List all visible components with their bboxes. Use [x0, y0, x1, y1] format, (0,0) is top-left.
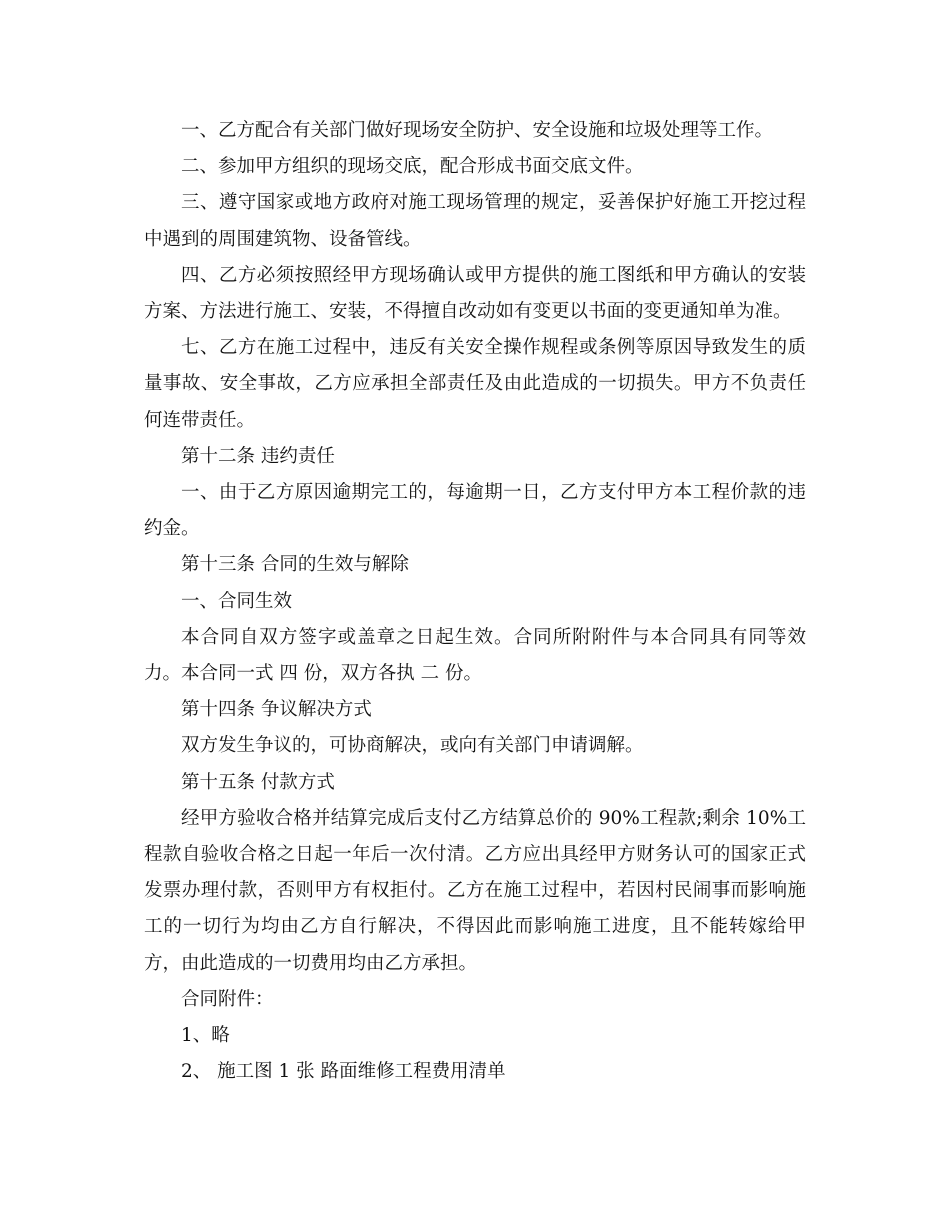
heading-article-14: 第十四条 争议解决方式 [181, 699, 372, 721]
attachment-item-2: 2、 施工图 1 张 路面维修工程费用清单 [181, 1061, 506, 1083]
paragraph-contract-effect: 本合同自双方签字或盖章之日起生效。合同所附附件与本合同具有同等效力。本合同一式 四 份，双方各执 二 份。 [144, 626, 806, 685]
paragraph-dispute-resolution: 双方发生争议的，可协商解决，或向有关部门申请调解。 [181, 735, 644, 757]
document-body [144, 113, 806, 1090]
paragraph-site-handover: 二、参加甲方组织的现场交底，配合形成书面交底文件。 [181, 156, 644, 178]
heading-article-12: 第十二条 违约责任 [181, 445, 335, 467]
paragraph-delay-penalty: 一、由于乙方原因逾期完工的，每逾期一日，乙方支付甲方本工程价款的违约金。 [144, 482, 806, 540]
paragraph-payment-terms: 经甲方验收合格并结算完成后支付乙方结算总价的 90%工程款;剩余 10%工程款自验收合格之日起一年后一次付清。乙方应出具经甲方财务认可的国家正式发票办理付款，否则甲方有权拒付。乙方在施工过程中，若因村民闹事而影响施工的一切行为均由乙方自行解决，不得因此而影响施工进度，且不能转嫁给甲方，由此造成的一切费用均由乙方承担。 [144, 807, 806, 974]
attachment-item-1: 1、略 [181, 1025, 230, 1047]
subheading-contract-effect: 一、合同生效 [181, 590, 293, 612]
heading-article-13: 第十三条 合同的生效与解除 [181, 554, 409, 576]
heading-article-15: 第十五条 付款方式 [181, 771, 335, 793]
paragraph-construction-drawings: 四、乙方必须按照经甲方现场确认或甲方提供的施工图纸和甲方确认的安装方案、方法进行施工、安装，不得擅自改动如有变更以书面的变更通知单为准。 [144, 264, 806, 323]
paragraph-site-regulations: 三、遵守国家或地方政府对施工现场管理的规定，妥善保护好施工开挖过程中遇到的周围建筑物、设备管线。 [144, 192, 806, 250]
paragraph-accident-liability: 七、乙方在施工过程中，违反有关安全操作规程或条例等原因导致发生的质量事故、安全事故，乙方应承担全部责任及由此造成的一切损失。甲方不负责任何连带责任。 [144, 337, 806, 431]
paragraph-safety-cooperation: 一、乙方配合有关部门做好现场安全防护、安全设施和垃圾处理等工作。 [181, 120, 774, 141]
heading-attachments: 合同附件： [181, 988, 274, 1010]
